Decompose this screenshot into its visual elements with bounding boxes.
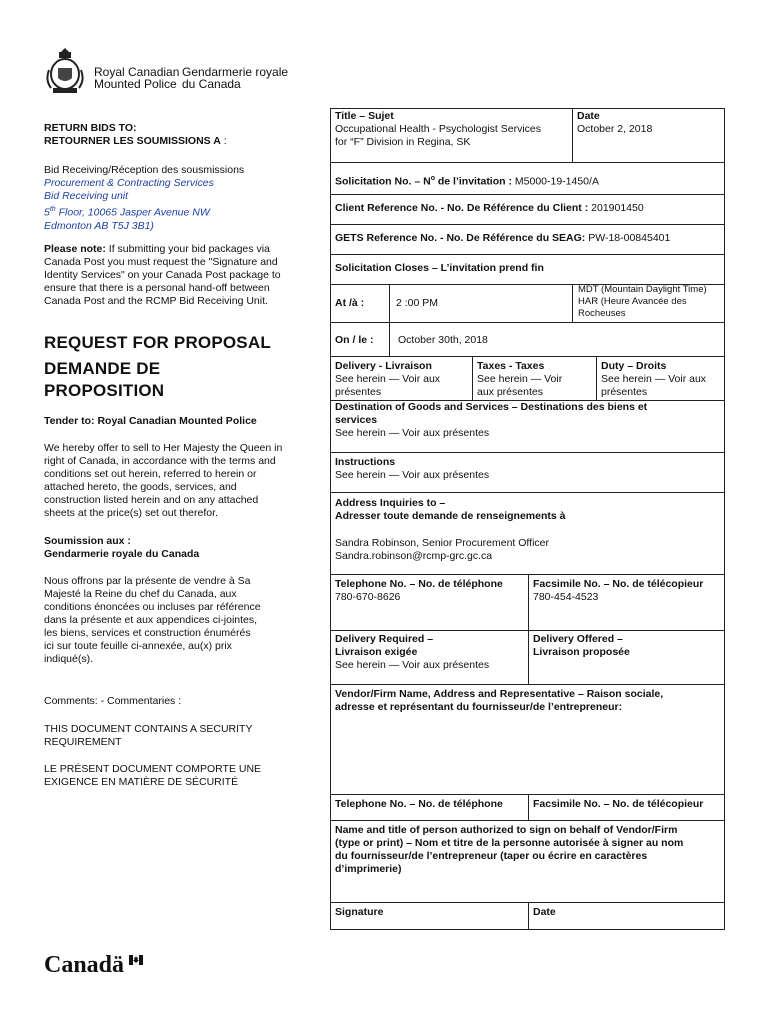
canada-wordmark (44, 952, 143, 982)
security-fr-line: LE PRÉSENT DOCUMENT COMPORTE UNE (44, 763, 262, 775)
security-en-line: REQUIREMENT (44, 736, 122, 748)
title-value: for “F” Division in Regina, SK (335, 136, 471, 148)
security-fr-line: EXIGENCE EN MATIÈRE DE SÉCURITÉ (44, 776, 239, 788)
solicitation-sup: o (430, 175, 435, 182)
comments-label: Comments: - Commentaries : (44, 695, 182, 707)
soumission-1: Soumission aux : (44, 535, 131, 547)
authorized-label: Name and title of person authorized to sign on behalf of Vendor/Firm (335, 824, 678, 836)
inquiries-label: Address Inquiries to – (335, 497, 446, 509)
org-name-en-1: Royal Canadian (94, 65, 180, 79)
delivery-value: présentes (335, 386, 382, 398)
destination-value: See herein — Voir aux présentes (335, 427, 490, 439)
offer-fr-line: Majesté la Reine du chef du Canada, aux (44, 588, 237, 600)
security-en (44, 723, 314, 749)
delivery-required-value: See herein — Voir aux présentes (335, 659, 490, 671)
address-line: Bid Receiving unit (44, 190, 129, 202)
offer-en-line: sheets at the price(s) set out therefor. (44, 507, 218, 519)
note-text: If submitting your bid packages via (105, 243, 270, 255)
taxes-value: aux présentes (477, 386, 543, 398)
timezone-line: HAR (Heure Avancée des (578, 296, 687, 307)
solicitation-label-2: de l’invitation : (434, 175, 515, 188)
delivery-required-label: Delivery Required – (335, 633, 434, 645)
offer-en (44, 442, 314, 520)
security-fr (44, 763, 314, 789)
solicitation-value: M5000-19-1450/A (514, 175, 599, 188)
offer-en-line: construction listed herein and on any attached (44, 494, 259, 506)
destination-label: services (335, 414, 378, 426)
return-bids-fr-colon: : (220, 135, 227, 147)
offer-fr-line: conditions énoncées ou incluses par référence (44, 601, 261, 613)
taxes-label: Taxes - Taxes (477, 360, 545, 372)
bid-receiving-block (44, 164, 314, 233)
delivery-label: Delivery - Livraison (335, 360, 432, 372)
vendor-label: Vendor/Firm Name, Address and Representative – Raison sociale, (335, 688, 664, 700)
vendor-tel-label: Telephone No. – No. de téléphone (335, 798, 503, 810)
duty-label: Duty – Droits (601, 360, 667, 372)
note-label: Please note: (44, 243, 106, 255)
org-name-fr-2: du Canada (182, 77, 241, 91)
timezone-line: Rocheuses (578, 308, 626, 319)
vendor-fax-label: Facsimile No. – No. de télécopieur (533, 798, 704, 810)
authorized-label: (type or print) – Nom et titre de la personne autorisée à signer au nom (335, 837, 684, 849)
contact-name: Sandra Robinson, Senior Procurement Officer (335, 537, 549, 549)
canada-wordmark-text: Canadä (44, 952, 125, 978)
fax-label: Facsimile No. – No. de télécopieur (533, 578, 704, 590)
address-line: Edmonton AB T5J 3B1) (44, 219, 154, 232)
return-bids-en: RETURN BIDS TO: (44, 122, 137, 134)
on-value: October 30th, 2018 (398, 334, 488, 346)
client-ref-value: 201901450 (591, 202, 644, 214)
return-bids-fr: RETOURNER LES SOUMISSIONS A (44, 135, 221, 147)
inquiries-label: Adresser toute demande de renseignements à (335, 510, 566, 522)
vendor-input-area[interactable] (331, 720, 724, 793)
client-ref-label: Client Reference No. - No. De Référence du Client : (335, 202, 592, 214)
timezone (578, 284, 723, 320)
offer-en-line: right of Canada, in accordance with the terms and (44, 455, 276, 467)
fax-value: 780-454-4523 (533, 591, 599, 603)
offer-en-line: We hereby offer to sell to Her Majesty the Queen in (44, 442, 283, 454)
tel-label: Telephone No. – No. de téléphone (335, 578, 503, 590)
org-name-fr-1: Gendarmerie royale (182, 65, 289, 79)
timezone-line: MDT (Mountain Daylight Time) (578, 284, 707, 295)
address-line: Procurement & Contracting Services (44, 177, 214, 189)
instructions-value: See herein — Voir aux présentes (335, 469, 490, 481)
gets-label: GETS Reference No. - No. De Référence du SEAG: (335, 232, 589, 244)
title-value: Occupational Health - Psychologist Services (335, 123, 542, 135)
gets-value: PW-18-00845401 (588, 232, 671, 244)
closes-label: Solicitation Closes – L’invitation prend fin (335, 262, 544, 274)
soumission-2: Gendarmerie royale du Canada (44, 548, 200, 560)
note-text: Identity Services" on your Canada Post package to (44, 269, 281, 281)
offer-fr-line: dans la présente et aux appendices ci-jointes, (44, 614, 258, 626)
rfp-title-fr-2: PROPOSITION (44, 381, 165, 400)
taxes-value: See herein — Voir (477, 373, 563, 385)
at-value: 2 :00 PM (396, 297, 439, 309)
signature-date-label: Date (533, 906, 556, 918)
bid-receiving-label: Bid Receiving/Réception des sousmissions (44, 164, 245, 176)
security-en-line: THIS DOCUMENT CONTAINS A SECURITY (44, 723, 253, 735)
note-text: Canada Post and the RCMP Bid Receiving Unit. (44, 295, 268, 307)
solicitation-label: Solicitation No. – N (335, 175, 431, 188)
vendor-label: adresse et représentant du fournisseur/de l’entrepreneur: (335, 701, 623, 713)
rcmp-crest-icon (44, 46, 86, 96)
offer-fr (44, 575, 314, 666)
duty-value: See herein — Voir aux (601, 373, 707, 385)
delivery-offered-label: Delivery Offered – (533, 633, 623, 645)
duty-value: présentes (601, 386, 648, 398)
date-label: Date (577, 110, 600, 122)
delivery-value: See herein — Voir aux (335, 373, 441, 385)
offer-en-line: conditions set out herein, referred to herein or (44, 468, 257, 480)
offer-fr-line: les biens, services et construction énumérés (44, 627, 251, 639)
title-label: Title – Sujet (335, 110, 394, 122)
authorized-label: d’imprimerie) (335, 863, 402, 875)
rfp-title-en: REQUEST FOR PROPOSAL (44, 333, 271, 352)
on-label: On / le : (335, 334, 374, 346)
destination-label: Destination of Goods and Services – Destinations des biens et (335, 401, 648, 413)
offer-fr-line: Nous offrons par la présente de vendre à Sa (44, 575, 251, 587)
tender-to: Tender to: Royal Canadian Mounted Police (44, 415, 257, 427)
delivery-offered-label: Livraison proposée (533, 646, 630, 658)
org-name-en-2: Mounted Police (94, 77, 177, 91)
offer-fr-line: indiqué(s). (44, 653, 94, 665)
ordinal-suffix: th (49, 206, 56, 213)
date-value: October 2, 2018 (577, 123, 653, 135)
offer-en-line: attached hereto, the goods, services, and (44, 481, 237, 493)
signature-label: Signature (335, 906, 384, 918)
post-note (44, 243, 314, 308)
tel-value: 780-670-8626 (335, 591, 401, 603)
authorized-label: du fournisseur/de l’entrepreneur (taper ou écrire en caractères (335, 850, 648, 862)
note-text: ensure that there is a personal hand-off between (44, 282, 270, 294)
offer-fr-line: ici sur toute feuille ci-annexée, au(x) prix (44, 640, 232, 652)
delivery-required-label: Livraison exigée (335, 646, 418, 658)
at-label: At /à : (335, 297, 365, 309)
instructions-label: Instructions (335, 456, 396, 468)
note-text: Canada Post you must request the "Signature and (44, 256, 278, 268)
address-line: 5th Floor, 10065 Jasper Avenue NW (44, 206, 210, 219)
contact-email[interactable]: Sandra.robinson@rcmp-grc.gc.ca (335, 550, 493, 562)
maple-flag-icon (129, 952, 143, 970)
rfp-title-fr-1: DEMANDE DE (44, 359, 161, 378)
